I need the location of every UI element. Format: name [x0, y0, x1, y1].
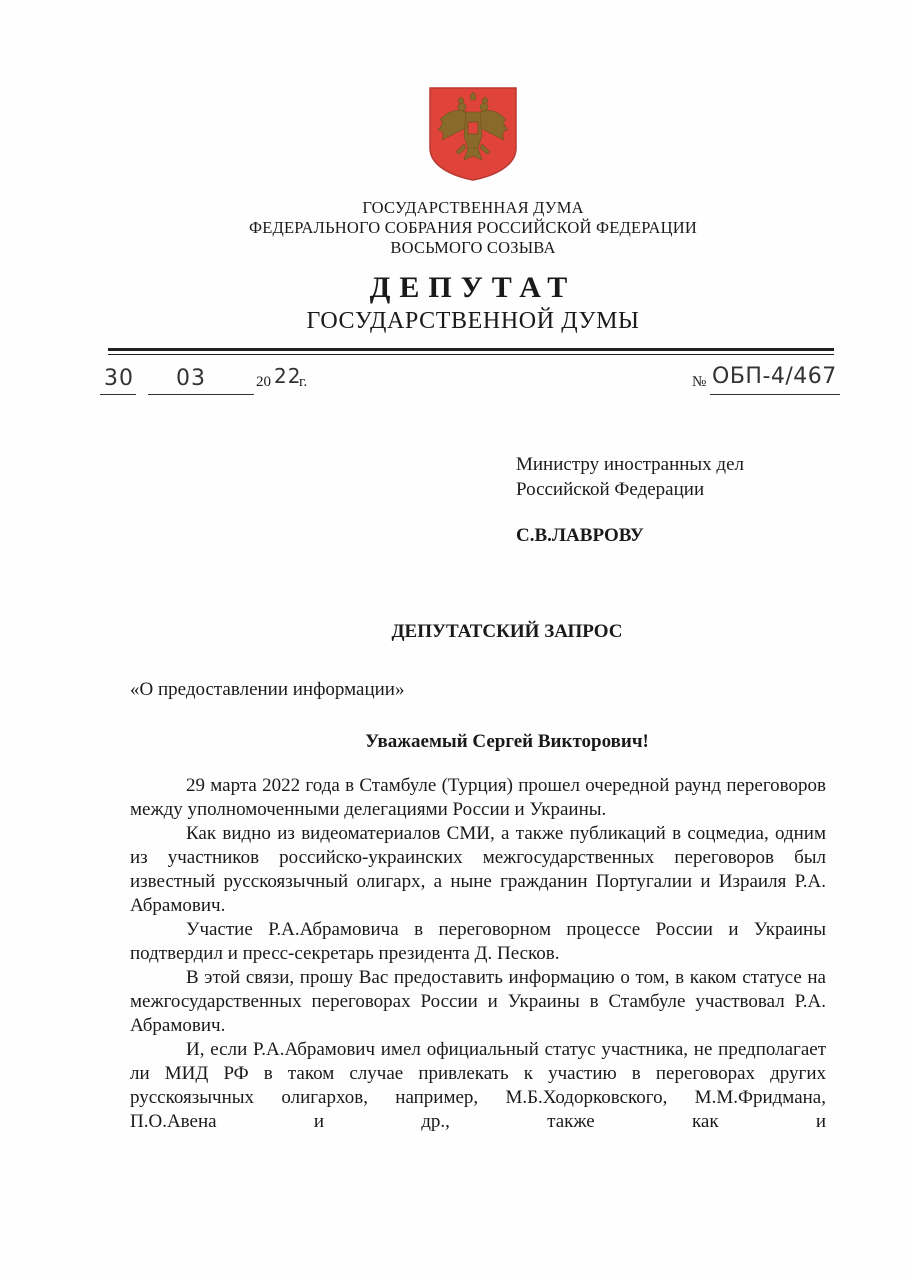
body-paragraph-2: Как видно из видеоматериалов СМИ, а также публикаций в соцмедиа, одним из участников российско-украинских межгосударственных переговоров был известный русскоязычный олигарх, а ныне гражданин Португалии и Израиля Р.А. Абрамович.	[130, 823, 826, 916]
duma-subtitle: ГОСУДАРСТВЕННОЙ ДУМЫ	[306, 308, 640, 334]
body-paragraph-3: Участие Р.А.Абрамовича в переговорном процессе России и Украины подтвердил и пресс-секретарь президента Д. Песков.	[130, 919, 826, 964]
date-day: 30	[104, 366, 134, 391]
addressee-line-1: Министру иностранных дел	[516, 454, 745, 475]
document-title: ДЕПУТАТСКИЙ ЗАПРОС	[391, 621, 623, 642]
date-year-suffix: г.	[299, 374, 308, 390]
body-paragraph-1: 29 марта 2022 года в Стамбуле (Турция) прошел очередной раунд переговоров между уполномоченными делегациями России и Украины.	[130, 775, 826, 820]
coat-of-arms-icon	[428, 86, 518, 182]
body-paragraph-5: И, если Р.А.Абрамович имел официальный статус участника, не предполагает ли МИД РФ в таком случае привлекать к участию в переговорах других русскоязычных олигархов, например, М.Б.Ходорковского, М.М.Фридмана, П.О.Авена и др., также как и	[130, 1039, 826, 1132]
org-line-2: ФЕДЕРАЛЬНОГО СОБРАНИЯ РОССИЙСКОЙ ФЕДЕРАЦИИ	[249, 218, 697, 237]
date-number-row	[100, 362, 840, 398]
header-rule-thick	[108, 348, 834, 351]
salutation: Уважаемый Сергей Викторович!	[365, 731, 649, 752]
addressee-name: С.В.ЛАВРОВУ	[516, 525, 644, 546]
document-subject: «О предоставлении информации»	[130, 679, 405, 700]
document-body	[130, 774, 826, 1134]
org-line-1: ГОСУДАРСТВЕННАЯ ДУМА	[362, 198, 584, 217]
header-rule-thin	[108, 354, 834, 355]
date-year-handwritten: 22	[274, 364, 302, 388]
document-number: ОБП-4/467	[712, 364, 837, 389]
date-year-prefix: 20	[256, 374, 271, 390]
date-month: 03	[176, 366, 206, 391]
number-underline	[710, 394, 840, 395]
body-paragraph-4: В этой связи, прошу Вас предоставить информацию о том, в каком статусе на межгосударственных переговорах России и Украины в Стамбуле участвовал Р.А. Абрамович.	[130, 967, 826, 1036]
date-day-underline	[100, 394, 136, 395]
org-line-3: ВОСЬМОГО СОЗЫВА	[390, 238, 556, 257]
deputy-title: ДЕПУТАТ	[369, 271, 577, 304]
number-label: №	[692, 374, 707, 390]
date-month-underline	[148, 394, 254, 395]
addressee-line-2: Российской Федерации	[516, 479, 705, 500]
